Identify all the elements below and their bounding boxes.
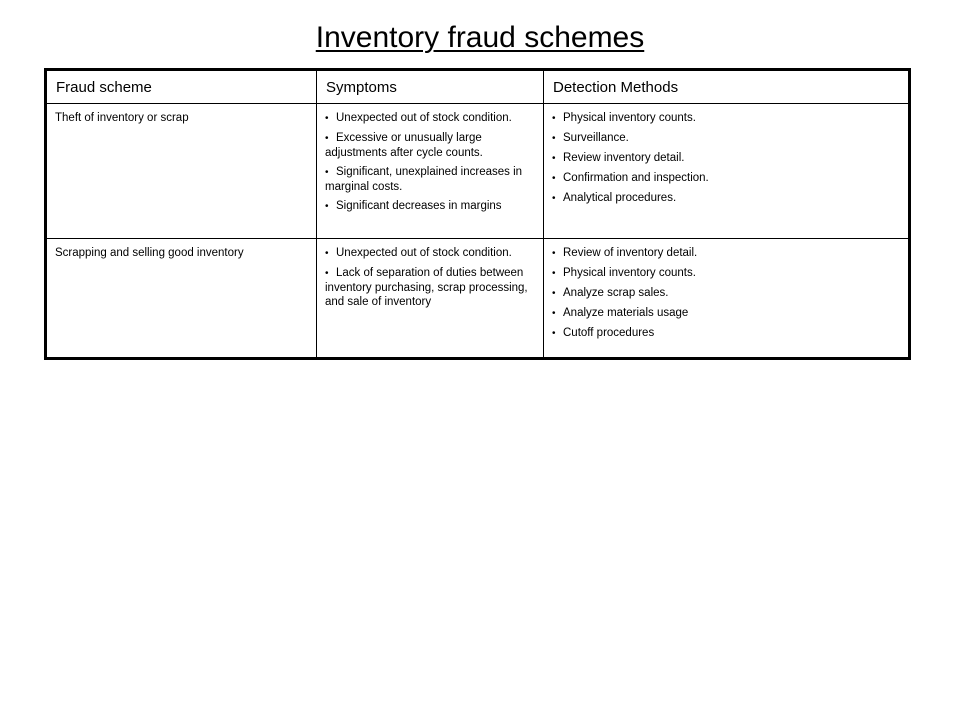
list-item: • Physical inventory counts. xyxy=(552,111,900,126)
page-title: Inventory fraud schemes xyxy=(315,21,645,54)
list-item: • Surveillance. xyxy=(552,131,900,146)
list-item: • Significant, unexplained increases in marginal costs. xyxy=(325,165,535,194)
scheme-cell: Scrapping and selling good inventory xyxy=(46,239,317,359)
symptoms-cell xyxy=(317,104,544,239)
list-item: • Physical inventory counts. xyxy=(552,266,900,281)
table-header-row xyxy=(46,70,910,104)
list-item: • Cutoff procedures xyxy=(552,326,900,341)
table-row xyxy=(46,239,910,359)
list-item: • Analyze materials usage xyxy=(552,306,900,321)
list-item: • Confirmation and inspection. xyxy=(552,171,900,186)
list-item: • Analyze scrap sales. xyxy=(552,286,900,301)
detection-list xyxy=(552,246,900,341)
header-detection-methods: Detection Methods xyxy=(544,70,910,104)
list-item: • Review inventory detail. xyxy=(552,151,900,166)
symptoms-cell xyxy=(317,239,544,359)
fraud-schemes-table xyxy=(44,68,911,360)
detection-list xyxy=(552,111,900,206)
list-item: • Unexpected out of stock condition. xyxy=(325,111,535,126)
header-fraud-scheme: Fraud scheme xyxy=(46,70,317,104)
list-item: • Excessive or unusually large adjustments after cycle counts. xyxy=(325,131,535,160)
list-item: • Significant decreases in margins xyxy=(325,199,535,214)
header-symptoms: Symptoms xyxy=(317,70,544,104)
list-item: • Lack of separation of duties between inventory purchasing, scrap processing, and sale of inventory xyxy=(325,266,535,309)
list-item: • Review of inventory detail. xyxy=(552,246,900,261)
detection-cell xyxy=(544,104,910,239)
detection-cell xyxy=(544,239,910,359)
symptoms-list xyxy=(325,246,535,309)
table-row xyxy=(46,104,910,239)
list-item: • Unexpected out of stock condition. xyxy=(325,246,535,261)
list-item: • Analytical procedures. xyxy=(552,191,900,206)
scheme-cell: Theft of inventory or scrap xyxy=(46,104,317,239)
symptoms-list xyxy=(325,111,535,214)
